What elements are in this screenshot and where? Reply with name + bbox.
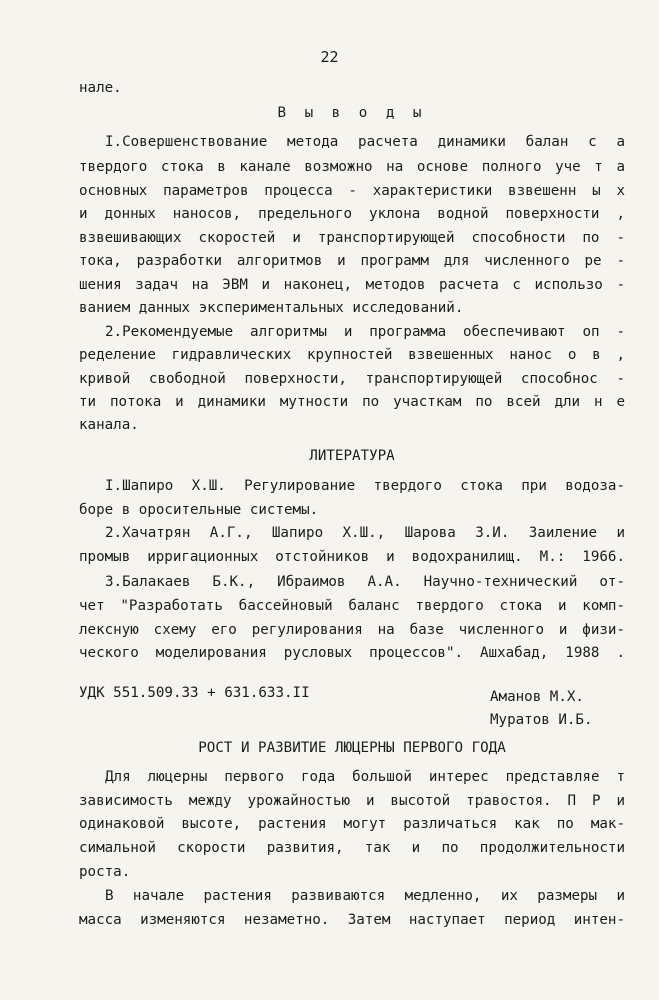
text-line: основных параметров процесса - характеристики взвешенн ы х xyxy=(79,183,625,199)
reference-line: 2.Хачатрян А.Г., Шапиро Х.Ш., Шарова З.И. Заиление и xyxy=(105,525,625,541)
author-2: Муратов И.Б. xyxy=(490,712,593,728)
text-line: роста. xyxy=(79,864,131,880)
text-line: I.Совершенствование метода расчета динамики балан с а xyxy=(105,134,625,150)
text-line: канала. xyxy=(79,417,139,433)
text-line: 2.Рекомендуемые алгоритмы и программа обеспечивают оп - xyxy=(105,324,625,340)
text-line: симальной скорости развития, так и по продолжительности xyxy=(79,840,625,856)
text-line: твердого стока в канале возможно на основе полного уче т а xyxy=(79,159,625,175)
literature-heading: ЛИТЕРАТУРА xyxy=(309,448,395,464)
author-1: Аманов М.Х. xyxy=(490,689,584,705)
text-line: взвешивающих скоростей и транспортирующей способности по - xyxy=(79,230,625,246)
conclusions-heading: В ы в о д ы xyxy=(277,105,427,121)
reference-line: 3.Балакаев Б.К., Ибраимов А.А. Научно-технический от- xyxy=(105,574,625,590)
text-line: кривой свободной поверхности, транспортирующей способнос - xyxy=(79,371,625,387)
intro-fragment: нале. xyxy=(79,80,122,96)
reference-line: лексную схему его регулирования на базе численного и физи- xyxy=(79,622,625,638)
reference-line: ческого моделирования русловых процессов". Ашхабад, 1988 . xyxy=(79,645,625,661)
udc-code: УДК 551.509.33 + 631.633.II xyxy=(79,685,310,701)
page-number: 22 xyxy=(320,48,339,66)
article-title: РОСТ И РАЗВИТИЕ ЛЮЦЕРНЫ ПЕРВОГО ГОДА xyxy=(198,740,506,756)
text-line: зависимость между урожайностью и высотой травостоя. П Р и xyxy=(79,793,625,809)
text-line: В начале растения развиваются медленно, их размеры и xyxy=(105,888,625,904)
text-line: одинаковой высоте, растения могут различаться как по мак- xyxy=(79,816,625,832)
reference-line: I.Шапиро Х.Ш. Регулирование твердого стока при водоза- xyxy=(105,478,625,494)
text-line: ванием данных экспериментальных исследований. xyxy=(79,300,464,316)
text-line: ти потока и динамики мутности по участкам по всей дли н е xyxy=(79,394,625,410)
text-line: и донных наносов, предельного уклона водной поверхности , xyxy=(79,206,625,222)
text-line: ределение гидравлических крупностей взвешенных нанос о в , xyxy=(79,347,625,363)
text-line: тока, разработки алгоритмов и программ для численного ре - xyxy=(79,253,625,269)
text-line: Для люцерны первого года большой интерес представляе т xyxy=(105,769,625,785)
reference-line: промыв ирригационных отстойников и водохранилищ. М.: 1966. xyxy=(79,549,625,565)
text-line: масса изменяются незаметно. Затем наступает период интен- xyxy=(79,912,625,928)
text-line: шения задач на ЭВМ и наконец, методов расчета с использо - xyxy=(79,277,625,293)
reference-line: чет "Разработать бассейновый баланс твердого стока и комп- xyxy=(79,598,625,614)
reference-line: боре в оросительные системы. xyxy=(79,502,319,518)
